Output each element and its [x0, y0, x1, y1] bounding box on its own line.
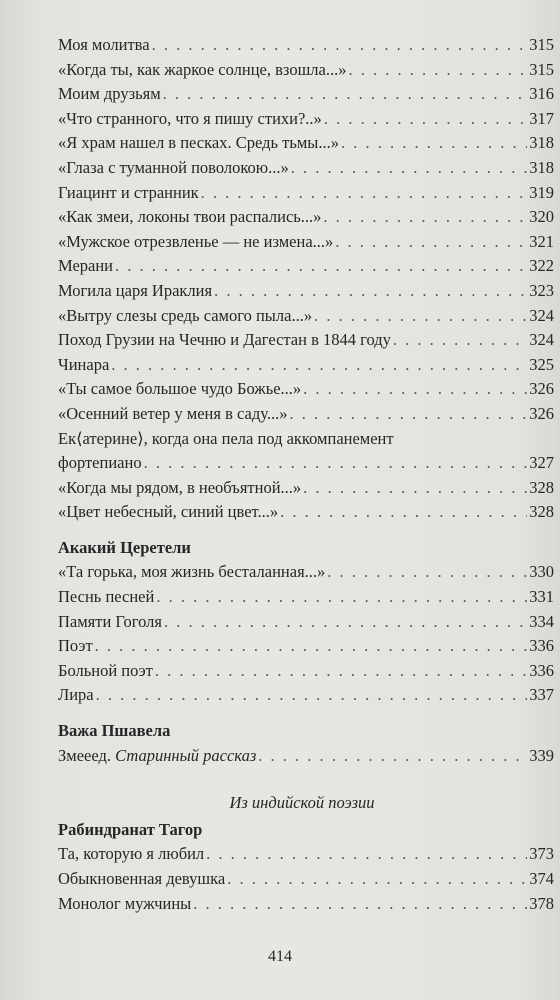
leader-dots: [156, 585, 527, 610]
leader-dots: [291, 156, 528, 181]
author-heading: Рабиндранат Тагор: [58, 819, 203, 839]
toc-entry-title: «Как змеи, локоны твои распались...»: [58, 207, 322, 227]
toc-entry-title-line1: Ек⟨атерине⟩, когда она пела под аккомпанемент: [58, 428, 394, 448]
author-heading: Важа Пшавела: [58, 721, 171, 741]
toc-group-2: [58, 560, 554, 708]
toc-entry-page: 324: [529, 330, 554, 350]
toc-entry: [58, 279, 554, 304]
toc-entry-title: Монолог мужчины: [58, 893, 192, 913]
toc-entry: [58, 33, 554, 58]
leader-dots: [348, 58, 527, 83]
toc-entry: [58, 892, 554, 917]
toc-entry: [58, 82, 554, 107]
toc-group-1: [58, 33, 554, 427]
toc-entry-title: Мерани: [58, 256, 114, 276]
toc-entry-page: 320: [529, 207, 554, 227]
toc-entry-title: «Когда ты, как жаркое солнце, взошла...»: [58, 59, 347, 79]
toc-entry: [58, 156, 554, 181]
toc-group-1-tail: [58, 476, 554, 525]
toc-entry-page: 327: [529, 453, 554, 473]
leader-dots: [280, 500, 527, 525]
toc-entry-title: Поход Грузии на Чечню и Дагестан в 1844 году: [58, 330, 391, 350]
leader-dots: [335, 230, 527, 255]
page-number: 414: [268, 948, 292, 965]
toc-entry: [58, 304, 554, 329]
toc-entry: [58, 58, 554, 83]
toc-entry-page: 331: [529, 587, 554, 607]
leader-dots: [206, 842, 527, 867]
toc-entry-title: «Когда мы рядом, в необъятной...»: [58, 477, 302, 497]
leader-dots: [214, 279, 527, 304]
toc-entry-page: 321: [529, 231, 554, 251]
toc-entry-page: 337: [529, 685, 554, 705]
leader-dots: [393, 328, 527, 353]
toc-entry: [58, 205, 554, 230]
leader-dots: [227, 867, 527, 892]
toc-entry-title: Памяти Гоголя: [58, 611, 162, 631]
toc-entry-title: Больной поэт: [58, 660, 153, 680]
toc-entry: [58, 230, 554, 255]
toc-entry-page: 336: [529, 660, 554, 680]
toc-entry-page: 326: [529, 379, 554, 399]
toc-entry: [58, 181, 554, 206]
toc-entry: [58, 744, 554, 769]
leader-dots: [327, 560, 527, 585]
toc-entry-title: «Та горька, моя жизнь бесталанная...»: [58, 562, 326, 582]
toc-entry-title: Моим друзьям: [58, 84, 161, 104]
toc-entry: [58, 353, 554, 378]
toc-entry-page: 334: [529, 611, 554, 631]
toc-entry-title: Лира: [58, 685, 94, 705]
toc-entry-title: «Что странного, что я пишу стихи?..»: [58, 108, 322, 128]
leader-dots: [144, 451, 528, 476]
leader-dots: [314, 304, 527, 329]
leader-dots: [323, 205, 527, 230]
toc-entry-title: «Мужское отрезвленье — не измена...»: [58, 231, 334, 251]
toc-entry-title: Обыкновенная девушка: [58, 869, 226, 888]
toc-entry-subtitle: Старинный рассказ: [115, 745, 257, 765]
toc-entry-page: 315: [529, 35, 554, 54]
toc-entry-title: Моя молитва: [58, 35, 150, 54]
leader-dots: [152, 33, 528, 58]
leader-dots: [115, 254, 527, 279]
toc-entry-page: 324: [529, 305, 554, 325]
leader-dots: [341, 131, 527, 156]
toc-entry-page: 315: [529, 59, 554, 79]
toc-entry-page: 378: [529, 893, 554, 913]
toc-entry: [58, 107, 554, 132]
leader-dots: [96, 683, 528, 708]
toc-entry: [58, 560, 554, 585]
leader-dots: [164, 610, 527, 635]
toc-entry-title: [58, 744, 256, 769]
toc-entry: [58, 377, 554, 402]
toc-entry-main-title: Змееед.: [58, 745, 111, 765]
leader-dots: [201, 181, 528, 206]
toc-entry-title: «Глаза с туманной поволокою...»: [58, 157, 289, 177]
toc-entry: [58, 500, 554, 525]
toc-entry-page: 317: [529, 108, 554, 128]
toc-entry-page: 325: [529, 354, 554, 374]
toc-entry-title: Чинара: [58, 354, 110, 374]
toc-entry: [58, 402, 554, 427]
toc-entry: [58, 131, 554, 156]
toc-entry: [58, 683, 554, 708]
leader-dots: [193, 892, 527, 917]
toc-entry-title: Песнь песней: [58, 587, 155, 607]
toc-entry-page: 323: [529, 280, 554, 300]
toc-entry-page: 326: [529, 403, 554, 423]
toc-entry: [58, 328, 554, 353]
toc-entry: [58, 659, 554, 684]
leader-dots: [111, 353, 527, 378]
toc-entry-title: «Осенний ветер у меня в саду...»: [58, 403, 288, 423]
leader-dots: [155, 659, 527, 684]
toc-entry-page: 319: [529, 182, 554, 202]
toc-entry-page: 339: [529, 745, 554, 765]
section-heading: Из индийской поэзии: [229, 793, 375, 813]
leader-dots: [303, 377, 527, 402]
toc-entry-page: 330: [529, 562, 554, 582]
toc-entry: [58, 254, 554, 279]
toc-group-4: [58, 842, 554, 916]
toc-entry: [58, 585, 554, 610]
toc-entry-title: «Я храм нашел в песках. Средь тьмы...»: [58, 133, 339, 153]
toc-entry-page: 316: [529, 84, 554, 104]
toc-entry-page: 373: [529, 844, 554, 864]
toc-entry-page: 328: [529, 477, 554, 497]
toc-entry-title-line2: фортепиано: [58, 453, 142, 473]
toc-entry-page: 322: [529, 256, 554, 276]
toc-entry: [58, 867, 554, 892]
toc-entry: [58, 842, 554, 867]
toc-entry: [58, 451, 554, 476]
toc-entry-page: 374: [529, 869, 554, 888]
table-of-contents: [58, 33, 554, 916]
toc-entry-title: Гиацинт и странник: [58, 182, 199, 202]
leader-dots: [95, 634, 528, 659]
toc-entry-page: 318: [529, 133, 554, 153]
toc-entry-title: Поэт: [58, 636, 93, 656]
toc-entry-title: «Ты самое большое чудо Божье...»: [58, 379, 302, 399]
toc-entry-page: 318: [529, 157, 554, 177]
leader-dots: [303, 476, 527, 501]
leader-dots: [163, 82, 528, 107]
toc-entry: [58, 476, 554, 501]
leader-dots: [289, 402, 527, 427]
toc-entry-page: 336: [529, 636, 554, 656]
toc-entry-title: «Цвет небесный, синий цвет...»: [58, 502, 279, 522]
toc-entry: [58, 610, 554, 635]
toc-entry-title: Та, которую я любил: [58, 844, 205, 864]
leader-dots: [258, 744, 527, 769]
author-heading: Акакий Церетели: [58, 537, 191, 557]
toc-entry-title: «Вытру слезы средь самого пыла...»: [58, 305, 313, 325]
toc-entry: [58, 634, 554, 659]
toc-entry-page: 328: [529, 502, 554, 522]
leader-dots: [324, 107, 527, 132]
toc-entry-title: Могила царя Ираклия: [58, 280, 213, 300]
